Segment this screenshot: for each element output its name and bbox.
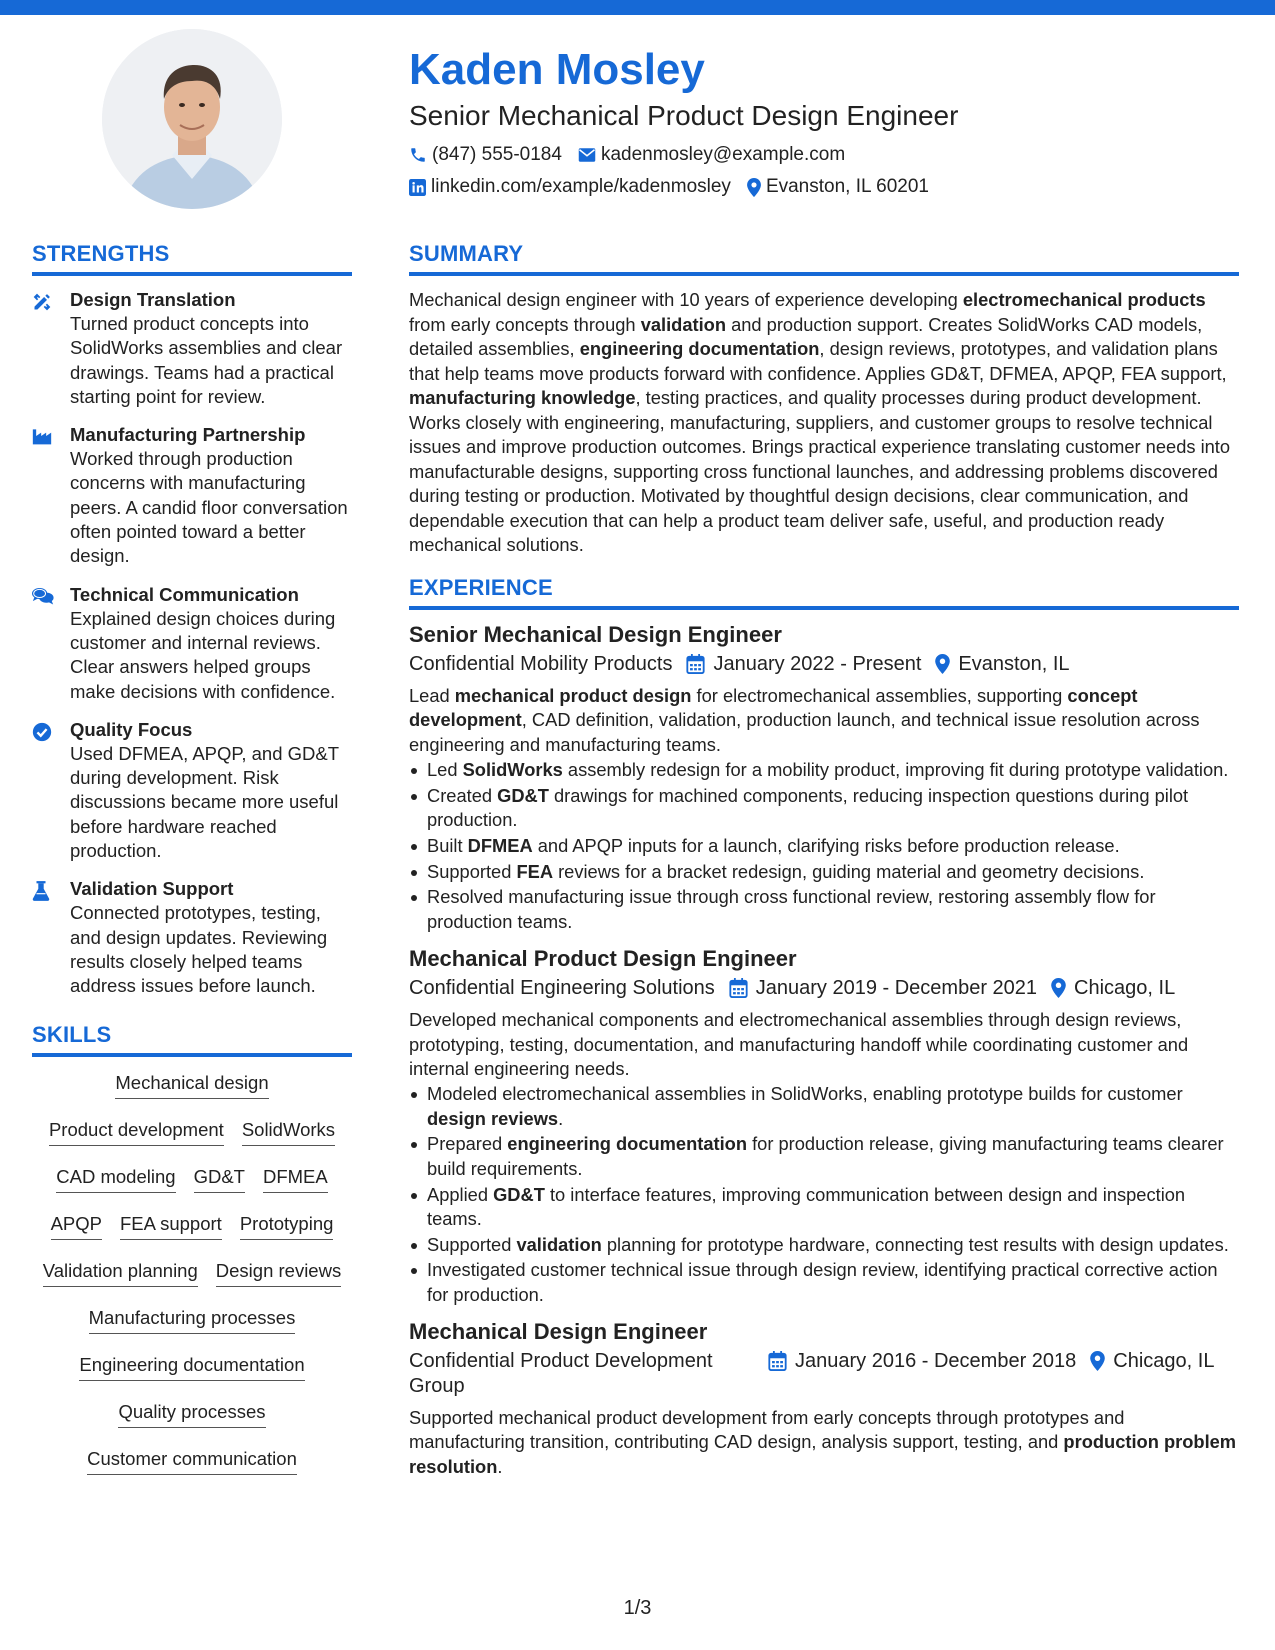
job-company: Confidential Mobility Products (409, 652, 673, 675)
map-marker-icon (1090, 1351, 1105, 1371)
strength-item (32, 583, 352, 704)
job-entry (409, 1317, 1239, 1479)
skills-row (32, 1071, 352, 1099)
skill-tag: CAD modeling (56, 1165, 175, 1193)
strength-item (32, 877, 352, 998)
job-bullet: Applied GD&T to interface features, improving communication between design and inspection teams. (409, 1183, 1239, 1232)
skills-row (32, 1165, 352, 1193)
skill-tag: GD&T (194, 1165, 245, 1193)
skill-tag: Quality processes (118, 1400, 265, 1428)
experience-heading: EXPERIENCE (409, 574, 1239, 610)
check-circle-icon (32, 718, 70, 863)
strengths-heading: STRENGTHS (32, 240, 352, 276)
job-description: Developed mechanical components and electromechanical assemblies through design reviews, prototyping, testing, documentation, and manufacturing handoff while coordinating customer and internal engineering needs. (409, 1009, 1189, 1080)
job-bullet: Modeled electromechanical assemblies in SolidWorks, enabling prototype builds for customer design reviews. (409, 1082, 1239, 1131)
contact-row-2 (409, 174, 1239, 200)
skills-row (32, 1447, 352, 1475)
strengths-list (32, 288, 352, 999)
job-meta (409, 976, 1239, 1001)
job-bullet: Resolved manufacturing issue through cross functional review, restoring assembly flow for production teams. (409, 885, 1239, 934)
contact-row-1 (409, 142, 1239, 168)
job-dates (686, 652, 921, 677)
skills-row (32, 1400, 352, 1428)
job-company: Confidential Engineering Solutions (409, 976, 715, 999)
job-meta (409, 1349, 1239, 1398)
summary-heading: SUMMARY (409, 240, 1239, 276)
strength-body (70, 288, 352, 409)
job-title: Mechanical Design Engineer (409, 1319, 708, 1345)
job-bullet: Supported validation planning for prototype hardware, connecting test results with design updates. (409, 1233, 1239, 1257)
strength-item (32, 423, 352, 568)
linkedin-text: linkedin.com/example/kadenmosley (431, 176, 731, 197)
skills-row (32, 1306, 352, 1334)
skill-tag: Engineering documentation (79, 1353, 304, 1381)
summary-text: Mechanical design engineer with 10 years of experience developing electromechanical products from early concepts through validation and production support. Creates SolidWorks CAD models, detailed assemblies, engineering documentation, design reviews, prototypes, and validation plans that help teams move products forward with confidence. Applies GD&T, DFMEA, APQP, FEA support, manufacturing knowledge, testing practices, and quality processes during product development. Works closely with engineering, manufacturing, suppliers, and customer groups to resolve technical issues and improve production outcomes. Brings practical experience translating customer needs into manufacturable designs, supporting cross functional launches, and addressing problems discovered during testing or production. Motivated by thoughtful design decisions, clear communication, and dependable execution that can help a product team deliver safe, useful, and production ready mechanical solutions. (409, 289, 1231, 555)
location-text: Evanston, IL 60201 (765, 176, 929, 197)
map-marker-icon (935, 654, 950, 674)
job-company: Confidential Product Development Group (409, 1350, 713, 1397)
job-description: Supported mechanical product development from early concepts through prototypes and manufacturing transition, contributing CAD design, analysis support, testing, and production problem resolution. (409, 1407, 1237, 1477)
left-column (32, 240, 352, 1494)
strength-item (32, 718, 352, 863)
job-title: Senior Mechanical Design Engineer (409, 621, 782, 647)
skills-row (32, 1212, 352, 1240)
skill-tag: Product development (49, 1118, 224, 1146)
phone-text: (847) 555-0184 (432, 144, 562, 165)
skills-heading: SKILLS (32, 1021, 352, 1057)
contact-location (747, 174, 929, 200)
job-dates-text: January 2022 - Present (713, 652, 922, 675)
strength-body (70, 583, 352, 704)
job-location (935, 652, 1069, 677)
calendar-icon (729, 978, 748, 998)
job-location (1051, 976, 1175, 1001)
job-bullet: Investigated customer technical issue through design review, identifying practical corrective action for production. (409, 1258, 1239, 1307)
job-bullet: Led SolidWorks assembly redesign for a mobility product, improving fit during prototype validation. (409, 758, 1239, 782)
calendar-icon (768, 1351, 787, 1371)
email-text: kadenmosley@example.com (600, 144, 846, 165)
candidate-title: Senior Mechanical Product Design Engineer (409, 100, 959, 131)
strength-text: Turned product concepts into SolidWorks assemblies and clear drawings. Teams had a practical starting point for review. (70, 313, 343, 407)
linkedin-icon (409, 179, 426, 196)
skills-row (32, 1353, 352, 1381)
job-bullet: Created GD&T drawings for machined components, reducing inspection questions during pilot production. (409, 784, 1239, 833)
job-location-text: Chicago, IL (1113, 1350, 1215, 1373)
strength-body (70, 718, 352, 863)
strength-text: Worked through production concerns with manufacturing peers. A candid floor conversation often pointed toward a better design. (70, 448, 348, 567)
job-location (1090, 1349, 1214, 1374)
contact-linkedin[interactable] (409, 174, 731, 200)
strength-title: Quality Focus (70, 718, 193, 740)
job-location-text: Evanston, IL (958, 652, 1070, 675)
pencil-ruler-icon (32, 288, 70, 409)
strength-text: Connected prototypes, testing, and design updates. Reviewing results closely helped teams address issues before launch. (70, 902, 328, 997)
strength-body (70, 877, 352, 998)
flask-icon (32, 877, 70, 998)
job-title: Mechanical Product Design Engineer (409, 945, 797, 971)
contact-email[interactable] (578, 142, 845, 168)
profile-photo (102, 29, 282, 209)
job-description: Lead mechanical product design for electromechanical assemblies, supporting concept development, CAD definition, validation, production launch, and technical issue resolution across engineering and manufacturing teams. (409, 685, 1200, 755)
skill-tag: Prototyping (240, 1212, 334, 1240)
job-bullets (409, 758, 1239, 934)
skill-tag: Customer communication (87, 1447, 297, 1475)
skill-tag: Manufacturing processes (89, 1306, 296, 1334)
strength-body (70, 423, 352, 568)
industry-icon (32, 423, 70, 568)
skill-tag: DFMEA (263, 1165, 328, 1193)
strength-title: Technical Communication (70, 583, 299, 605)
job-bullets (409, 1082, 1239, 1307)
right-column (409, 240, 1239, 1479)
calendar-icon (686, 654, 705, 674)
strength-text: Explained design choices during customer and internal reviews. Clear answers helped groups make decisions with confidence. (70, 607, 336, 702)
job-entry (409, 620, 1239, 934)
job-bullet: Prepared engineering documentation for production release, giving manufacturing teams clearer build requirements. (409, 1132, 1239, 1181)
job-dates-text: January 2019 - December 2021 (755, 976, 1038, 999)
strength-title: Manufacturing Partnership (70, 424, 306, 446)
strength-text: Used DFMEA, APQP, and GD&T during development. Risk discussions became more useful before hardware reached production. (70, 742, 339, 862)
strength-title: Design Translation (70, 289, 236, 310)
phone-icon (409, 146, 427, 164)
experience-list (409, 620, 1239, 1479)
contact-phone (409, 142, 562, 168)
comments-icon (32, 583, 70, 704)
job-meta (409, 652, 1239, 677)
job-bullet: Supported FEA reviews for a bracket redesign, guiding material and geometry decisions. (409, 860, 1239, 884)
job-bullet: Built DFMEA and APQP inputs for a launch, clarifying risks before production release. (409, 834, 1239, 858)
job-dates (729, 976, 1037, 1001)
top-accent-bar (0, 0, 1275, 15)
skill-tag: Mechanical design (115, 1071, 268, 1099)
page-number: 1/3 (623, 1597, 652, 1619)
job-entry (409, 944, 1239, 1307)
candidate-name: Kaden Mosley (409, 45, 705, 94)
strength-title: Validation Support (70, 878, 234, 900)
skills-row (32, 1118, 352, 1146)
skill-tag: Validation planning (43, 1259, 198, 1287)
skill-tag: FEA support (120, 1212, 222, 1240)
map-marker-icon (747, 178, 761, 197)
skills-list (32, 1071, 352, 1475)
envelope-icon (578, 147, 596, 163)
job-location-text: Chicago, IL (1074, 976, 1176, 999)
skills-row (32, 1259, 352, 1287)
skill-tag: Design reviews (216, 1259, 341, 1287)
skill-tag: APQP (51, 1212, 102, 1240)
resume-header (409, 42, 1239, 200)
job-dates (768, 1349, 1076, 1374)
skill-tag: SolidWorks (242, 1118, 335, 1146)
strength-item (32, 288, 352, 409)
map-marker-icon (1051, 978, 1066, 998)
job-dates-text: January 2016 - December 2018 (795, 1350, 1077, 1373)
